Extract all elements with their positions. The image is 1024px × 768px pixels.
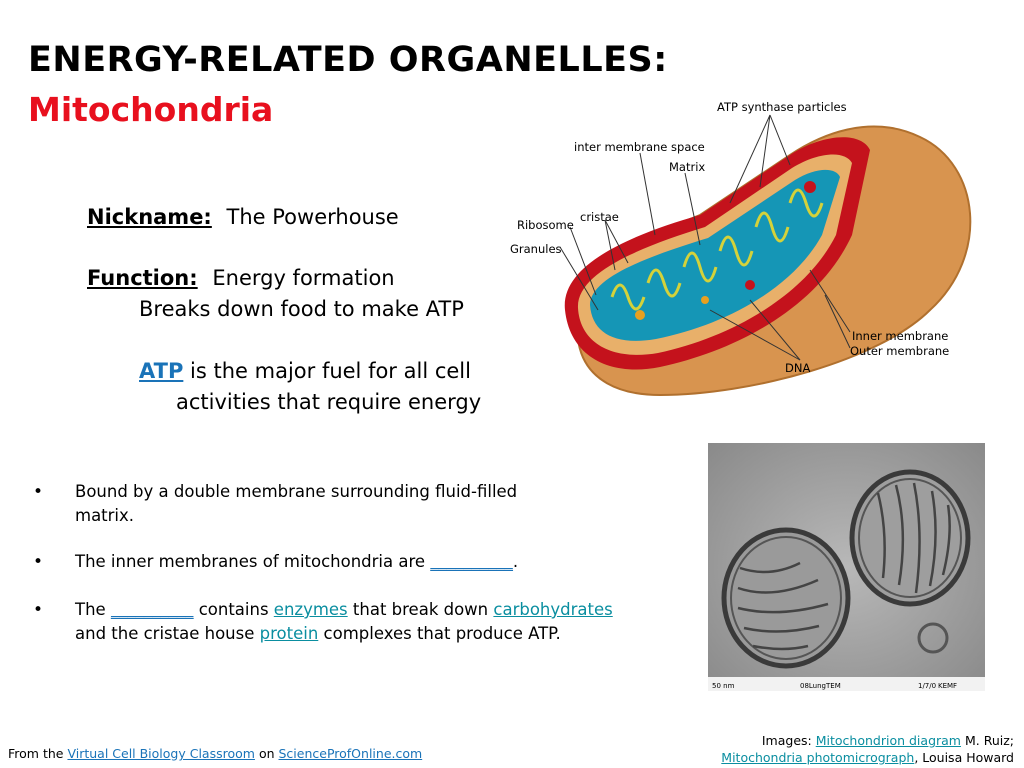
micrograph-id: KEMF: [938, 682, 958, 690]
credits-author-1: M. Ruiz;: [964, 733, 1014, 748]
label-matrix: Matrix: [669, 160, 706, 174]
bullet-3-mid1: contains: [198, 600, 269, 619]
mitochondrion-diagram: [500, 95, 980, 405]
label-outer-membrane: Outer membrane: [850, 344, 950, 358]
protein-link[interactable]: protein: [259, 624, 319, 643]
label-inter-membrane-space: inter membrane space: [574, 140, 705, 154]
mitochondria-photomicrograph-link[interactable]: Mitochondria photomicrograph: [721, 750, 915, 765]
footer-on: on: [258, 746, 275, 761]
bullet-marker-3: •: [33, 600, 44, 620]
carbohydrates-link[interactable]: carbohydrates: [493, 600, 613, 619]
bullet-2-text: The inner membranes of mitochondria are: [75, 552, 426, 571]
bullet-2-period: .: [512, 552, 519, 571]
function-line: [87, 266, 395, 290]
scienceprofonline-link[interactable]: ScienceProfOnline.com: [278, 746, 423, 761]
label-ribosome: Ribosome: [517, 218, 574, 232]
label-cristae: cristae: [580, 210, 619, 224]
micrograph-scale: 50 nm: [712, 682, 735, 690]
footer-from: From the: [8, 746, 64, 761]
bullet-text-2: [75, 550, 615, 574]
footer-source: [8, 746, 422, 761]
bullet-text-1: Bound by a double membrane surrounding fluid-filled matrix.: [75, 482, 518, 525]
atp-text-2: activities that require energy: [176, 390, 482, 414]
label-dna: DNA: [785, 361, 811, 375]
nickname-label: Nickname:: [87, 205, 212, 229]
micrograph-image: [708, 443, 985, 691]
micrograph-code: 08LungTEM: [800, 682, 841, 690]
page-subtitle: Mitochondria: [28, 90, 274, 129]
label-inner-membrane: Inner membrane: [852, 329, 949, 343]
bullet-3-pre: The: [75, 600, 106, 619]
atp-text-1: is the major fuel for all cell: [190, 359, 471, 383]
bullet-text-3: [75, 598, 620, 646]
credits-author-2: , Louisa Howard: [914, 750, 1014, 765]
function-label: Function:: [87, 266, 198, 290]
bullet-3-mid2: that break down: [352, 600, 489, 619]
bullet-marker-2: •: [33, 552, 44, 572]
credits-images-label: Images:: [761, 733, 812, 748]
virtual-cell-biology-link[interactable]: Virtual Cell Biology Classroom: [67, 746, 255, 761]
enzymes-link[interactable]: enzymes: [273, 600, 348, 619]
function-value: Energy formation: [212, 266, 395, 290]
nickname-value: The Powerhouse: [226, 205, 399, 229]
atp-line: [139, 359, 471, 383]
image-credits: [721, 733, 1014, 765]
bullet-3-mid3: and the cristae house: [75, 624, 255, 643]
label-atp-synthase: ATP synthase particles: [717, 100, 847, 114]
bullet-marker-1: •: [33, 482, 44, 502]
bullet-3-post: complexes that produce ATP.: [323, 624, 561, 643]
mitochondrion-diagram-link[interactable]: Mitochondrion diagram: [815, 733, 961, 748]
function-detail: Breaks down food to make ATP: [139, 297, 464, 321]
bullet-2-blank: __________: [430, 552, 513, 571]
mitochondria-photomicrograph: [708, 443, 985, 691]
page-title: ENERGY-RELATED ORGANELLES:: [28, 40, 668, 80]
bullet-3-blank: __________: [110, 600, 194, 619]
label-granules: Granules: [510, 242, 562, 256]
nickname-line: [87, 205, 399, 229]
atp-link[interactable]: ATP: [139, 359, 184, 383]
micrograph-date: 1/7/0: [918, 682, 937, 690]
